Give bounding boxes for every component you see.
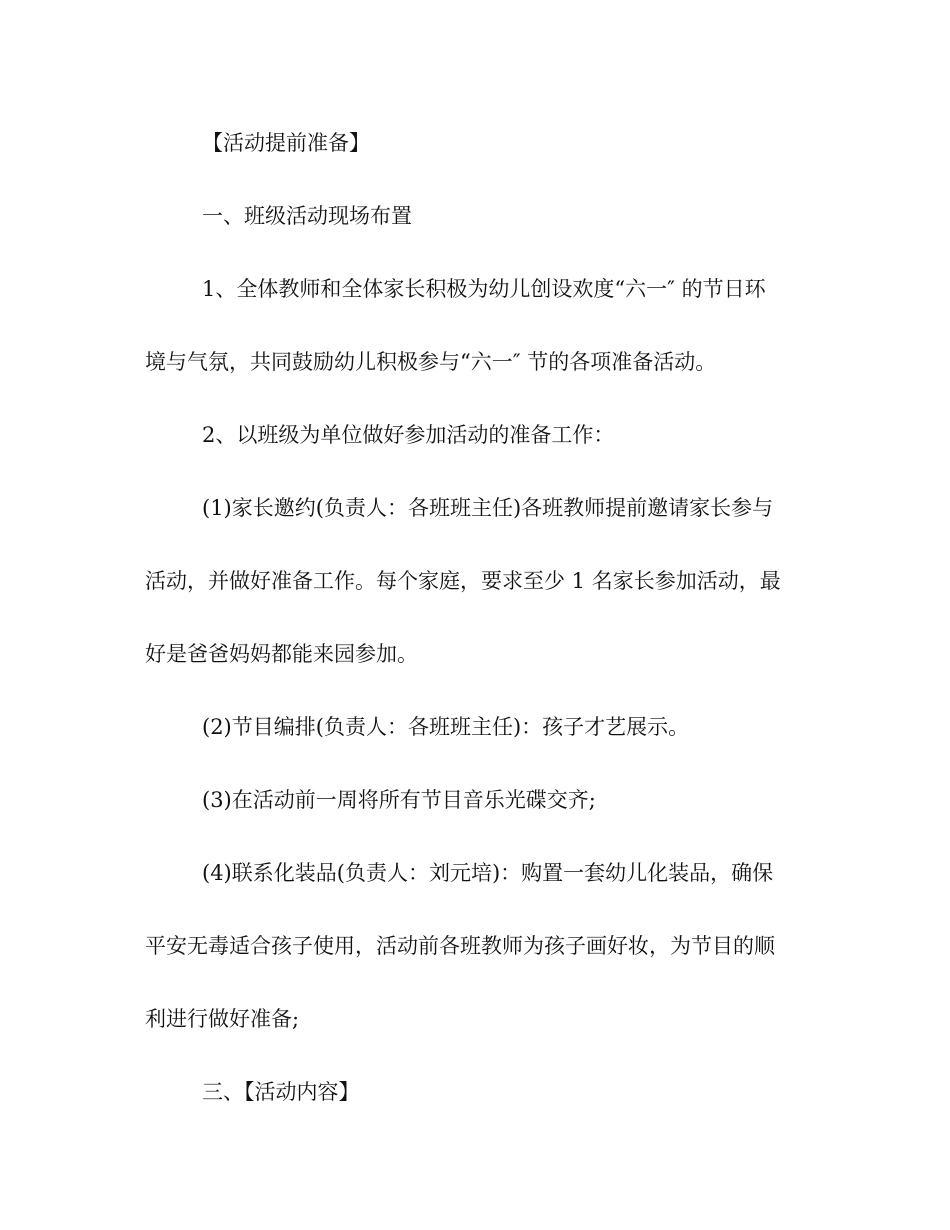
item-4-line-3: 利进行做好准备; [145,1007,300,1031]
section-heading-preparation: 【活动提前准备】 [202,131,370,155]
item-1-line-2: 活动，并做好准备工作。每个家庭，要求至少 1 名家长参加活动，最 [145,569,781,593]
heading-class-venue-setup: 一、班级活动现场布置 [202,204,412,228]
paragraph-1-line-1: 1、全体教师和全体家长积极为幼儿创设欢度“六一″ 的节日环 [202,277,766,301]
item-1-line-1: (1)家长邀约(负责人：各班班主任)各班教师提前邀请家长参与 [202,496,774,520]
paragraph-2: 2、以班级为单位做好参加活动的准备工作： [202,423,615,447]
section-heading-content: 三、【活动内容】 [202,1080,360,1104]
item-3: (3)在活动前一周将所有节目音乐光碟交齐; [202,788,596,812]
paragraph-1-line-2: 境与气氛，共同鼓励幼儿积极参与“六一″ 节的各项准备活动。 [145,350,717,374]
item-4-line-2: 平安无毒适合孩子使用，活动前各班教师为孩子画好妆，为节目的顺 [145,934,775,958]
item-4-line-1: (4)联系化装品(负责人：刘元培)：购置一套幼儿化装品，确保 [202,861,774,885]
item-1-line-3: 好是爸爸妈妈都能来园参加。 [145,642,418,666]
item-2: (2)节目编排(负责人：各班班主任)：孩子才艺展示。 [202,715,690,739]
